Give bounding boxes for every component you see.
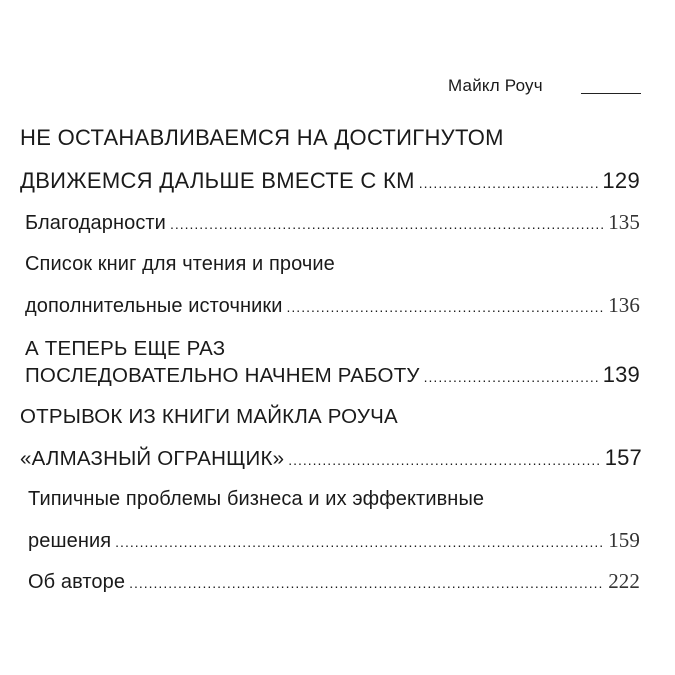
dot-leader — [129, 575, 604, 591]
dot-leader — [424, 369, 599, 385]
toc-entry-title: ПОСЛЕДОВАТЕЛЬНО НАЧНЕМ РАБОТУ — [25, 364, 420, 387]
toc-page-number: 157 — [604, 445, 642, 470]
toc-entry-title: Список книг для чтения и прочие — [25, 253, 335, 275]
toc-entry-title: Типичные проблемы бизнеса и их эффективные — [28, 488, 485, 510]
toc-entry — [25, 253, 335, 276]
toc-entry — [28, 569, 640, 594]
toc-entry — [20, 168, 640, 194]
dot-leader — [170, 216, 604, 232]
toc-entry-title: НЕ ОСТАНАВЛИВАЕМСЯ НА ДОСТИГНУТОМ — [20, 125, 504, 150]
toc-entry — [20, 405, 398, 429]
running-header-author: Майкл Роуч — [448, 76, 543, 95]
toc-entry-title: А ТЕПЕРЬ ЕЩЕ РАЗ — [25, 337, 226, 360]
toc-entry — [25, 337, 225, 361]
toc-entry — [28, 528, 640, 553]
toc-entry — [20, 445, 642, 471]
dot-leader — [287, 299, 605, 315]
toc-entry — [20, 125, 504, 151]
toc-entry-title: Благодарности — [25, 212, 166, 234]
dot-leader — [288, 452, 601, 468]
toc-page-number: 222 — [608, 569, 640, 593]
toc-page-number: 129 — [602, 168, 640, 193]
toc-entry — [25, 293, 640, 318]
running-header-rule — [581, 93, 641, 94]
toc-entry — [25, 362, 640, 388]
dot-leader — [419, 175, 599, 191]
toc-page-number: 135 — [608, 210, 640, 234]
toc-entry — [25, 210, 640, 235]
toc-entry-title: Об авторе — [28, 571, 126, 593]
toc-page-number: 159 — [608, 528, 640, 552]
toc-entry-title: дополнительные источники — [25, 295, 283, 317]
toc-entry-title: ДВИЖЕМСЯ ДАЛЬШЕ ВМЕСТЕ С КМ — [20, 168, 415, 193]
toc-page-number: 136 — [608, 293, 640, 317]
toc-entry-title: «АЛМАЗНЫЙ ОГРАНЩИК» — [20, 447, 285, 470]
toc-entry — [28, 488, 484, 511]
toc-page-number: 139 — [602, 362, 640, 387]
dot-leader — [115, 534, 604, 550]
toc-entry-title: решения — [28, 530, 112, 552]
toc-entry-title: ОТРЫВОК ИЗ КНИГИ МАЙКЛА РОУЧА — [20, 405, 398, 428]
